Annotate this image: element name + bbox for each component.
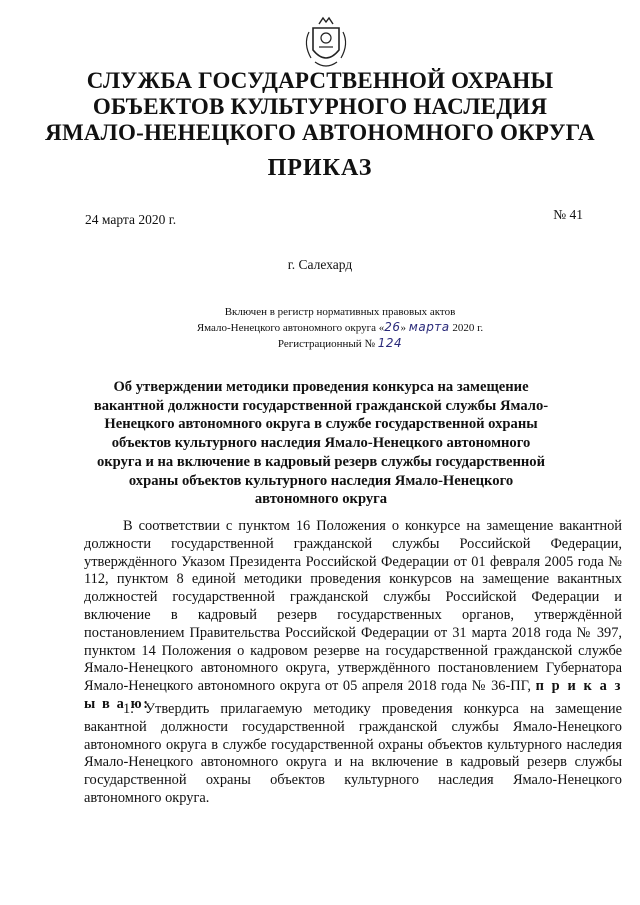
registry-line-1: Включен в регистр нормативных правовых актов xyxy=(224,306,456,318)
registry-day: 26 xyxy=(384,320,401,334)
organization-name xyxy=(40,68,600,146)
order-number: № 41 xyxy=(553,207,583,222)
clause-1: 1. Утвердить прилагаемую методику проведения конкурса на замещение вакантной должности государственной гражданской службы Ямало-Ненецкого автономного округа в службе государственной охраны объектов культурного наследия Ямало-Ненецкого автономного округа и на включение в кадровый резерв службы государственной охраны объектов культурного наследия Ямало-Ненецкого автономного округа. xyxy=(84,701,622,806)
registry-month: марта xyxy=(408,320,450,334)
org-line-1: СЛУЖБА ГОСУДАРСТВЕННОЙ ОХРАНЫ xyxy=(86,68,554,93)
document-type: ПРИКАЗ xyxy=(267,155,373,181)
registry-line-2 xyxy=(180,320,500,336)
city: г. Салехард xyxy=(287,257,353,272)
registry-number: 124 xyxy=(377,336,403,350)
org-line-2: ОБЪЕКТОВ КУЛЬТУРНОГО НАСЛЕДИЯ xyxy=(92,94,548,119)
preamble-text: В соответствии с пунктом 16 Положения о конкурсе на замещение вакантной должности государственной гражданской службы Российской Федерации, утверждённого Указом Президента Российской Федерации от 01 февраля 2005 года № 112, пунктом 8 единой методики проведения конкурсов на замещение вакантных должностей государственной гражданской службы Российской Федерации и включение в кадровый резерв государственных органов, утверждённой постановлением Правительства Российской Федерации от 31 марта 2018 года № 397, пунктом 14 Положения о кадровом резерве на государственной гражданской службе Ямало-Ненецкого автономного округа, утверждённого постановлением Губернатора Ямало-Ненецкого автономного округа от 05 апреля 2018 года № 36-ПГ, xyxy=(84,518,622,695)
registry-stamp xyxy=(180,305,500,352)
coat-of-arms-icon xyxy=(301,14,351,72)
registry-line-2-prefix: Ямало-Ненецкого автономного округа « xyxy=(196,322,385,334)
org-line-3: ЯМАЛО-НЕНЕЦКОГО АВТОНОМНОГО ОКРУГА xyxy=(45,120,595,145)
order-date: 24 марта 2020 г. xyxy=(85,212,177,227)
registry-line-3 xyxy=(180,336,500,352)
registry-line-2-mid: » xyxy=(400,322,409,334)
preamble-paragraph xyxy=(84,518,622,714)
registry-line-3-prefix: Регистрационный № xyxy=(277,338,378,350)
order-subject: Об утверждении методики проведения конкурса на замещение вакантной должности государственной гражданской службы Ямало-Ненецкого автономного округа в службе государственной охраны объектов культурного наследия Ямало-Ненецкого автономного округа и на включение в кадровый резерв службы государственной охраны объектов культурного наследия Ямало-Ненецкого автономного округа xyxy=(93,379,549,508)
registry-line-2-suffix: 2020 г. xyxy=(449,322,484,334)
order-directive: п р и к а з ы в а ю: xyxy=(84,678,622,712)
